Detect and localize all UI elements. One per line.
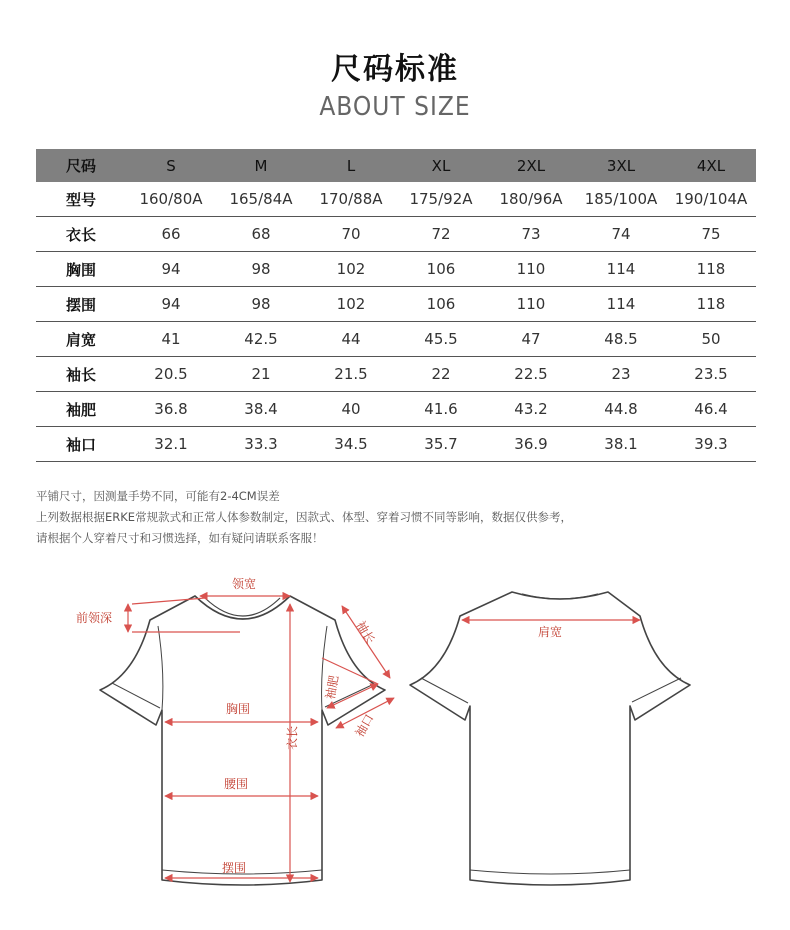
table-cell: 47 (486, 322, 576, 357)
table-cell: 185/100A (576, 182, 666, 217)
table-cell: 36.9 (486, 427, 576, 462)
table-cell: 43.2 (486, 392, 576, 427)
table-row (36, 252, 756, 287)
table-cell: 175/92A (396, 182, 486, 217)
table-cell: 118 (666, 252, 756, 287)
note-line: 平铺尺寸，因测量手势不同，可能有2-4CM误差 (36, 489, 280, 503)
table-cell: 32.1 (126, 427, 216, 462)
table-cell: 74 (576, 217, 666, 252)
table-cell: 70 (306, 217, 396, 252)
row-label: 型号 (36, 182, 126, 217)
column-header: 4XL (666, 149, 756, 182)
row-label: 袖口 (36, 427, 126, 462)
table-cell: 66 (126, 217, 216, 252)
measurement-diagram (0, 560, 790, 900)
table-row (36, 392, 756, 427)
table-cell: 34.5 (306, 427, 396, 462)
table-cell: 110 (486, 287, 576, 322)
table-cell: 106 (396, 252, 486, 287)
label-shoulder: 肩宽 (538, 625, 563, 639)
table-cell: 118 (666, 287, 756, 322)
table-cell: 21.5 (306, 357, 396, 392)
column-header: S (126, 149, 216, 182)
column-header: 尺码 (36, 149, 126, 182)
table-cell: 21 (216, 357, 306, 392)
label-hem: 摆围 (222, 861, 247, 875)
row-label: 肩宽 (36, 322, 126, 357)
table-cell: 46.4 (666, 392, 756, 427)
table-cell: 68 (216, 217, 306, 252)
page-subtitle: ABOUT SIZE (319, 92, 471, 122)
row-label: 袖长 (36, 357, 126, 392)
table-cell: 98 (216, 287, 306, 322)
label-collar-width: 领宽 (232, 577, 257, 591)
table-row (36, 322, 756, 357)
table-cell: 75 (666, 217, 756, 252)
label-waist: 腰围 (224, 777, 249, 791)
table-cell: 170/88A (306, 182, 396, 217)
table-cell: 72 (396, 217, 486, 252)
table-cell: 44 (306, 322, 396, 357)
table-cell: 45.5 (396, 322, 486, 357)
note-line: 上列数据根据ERKE常规款式和正常人体参数制定，因款式、体型、穿着习惯不同等影响，数据仅供参考， (36, 510, 573, 524)
table-cell: 102 (306, 287, 396, 322)
size-notes (36, 486, 572, 549)
table-cell: 180/96A (486, 182, 576, 217)
measure-lines-front (128, 596, 394, 882)
row-label: 袖肥 (36, 392, 126, 427)
table-cell: 38.1 (576, 427, 666, 462)
row-label: 摆围 (36, 287, 126, 322)
table-cell: 38.4 (216, 392, 306, 427)
table-cell: 23 (576, 357, 666, 392)
table-cell: 73 (486, 217, 576, 252)
front-shirt-outline (100, 596, 385, 885)
table-cell: 165/84A (216, 182, 306, 217)
table-cell: 98 (216, 252, 306, 287)
table-row (36, 182, 756, 217)
table-header-row (36, 149, 756, 182)
column-header: 2XL (486, 149, 576, 182)
table-cell: 102 (306, 252, 396, 287)
label-length: 衣长 (285, 725, 300, 751)
table-cell: 41 (126, 322, 216, 357)
column-header: 3XL (576, 149, 666, 182)
column-header: XL (396, 149, 486, 182)
table-row (36, 427, 756, 462)
label-chest: 胸围 (226, 702, 251, 716)
table-cell: 190/104A (666, 182, 756, 217)
column-header: M (216, 149, 306, 182)
table-cell: 94 (126, 252, 216, 287)
table-cell: 94 (126, 287, 216, 322)
label-sleeve-width: 袖肥 (323, 674, 342, 701)
table-cell: 50 (666, 322, 756, 357)
table-cell: 44.8 (576, 392, 666, 427)
table-cell: 48.5 (576, 322, 666, 357)
table-cell: 40 (306, 392, 396, 427)
note-line: 请根据个人穿着尺寸和习惯选择，如有疑问请联系客服！ (36, 531, 324, 545)
table-cell: 33.3 (216, 427, 306, 462)
label-cuff: 袖口 (352, 711, 377, 740)
table-cell: 114 (576, 252, 666, 287)
column-header: L (306, 149, 396, 182)
table-cell: 42.5 (216, 322, 306, 357)
table-cell: 22.5 (486, 357, 576, 392)
table-cell: 23.5 (666, 357, 756, 392)
table-cell: 22 (396, 357, 486, 392)
table-cell: 36.8 (126, 392, 216, 427)
size-table (36, 149, 756, 462)
table-row (36, 357, 756, 392)
row-label: 衣长 (36, 217, 126, 252)
table-cell: 41.6 (396, 392, 486, 427)
table-cell: 114 (576, 287, 666, 322)
table-row (36, 287, 756, 322)
page-title: 尺码标准 (331, 52, 459, 87)
table-cell: 39.3 (666, 427, 756, 462)
table-cell: 110 (486, 252, 576, 287)
table-cell: 106 (396, 287, 486, 322)
row-label: 胸围 (36, 252, 126, 287)
table-cell: 35.7 (396, 427, 486, 462)
table-cell: 160/80A (126, 182, 216, 217)
label-front-neck-depth: 前领深 (76, 611, 113, 625)
label-sleeve-length: 袖长 (353, 618, 378, 647)
table-cell: 20.5 (126, 357, 216, 392)
table-row (36, 217, 756, 252)
